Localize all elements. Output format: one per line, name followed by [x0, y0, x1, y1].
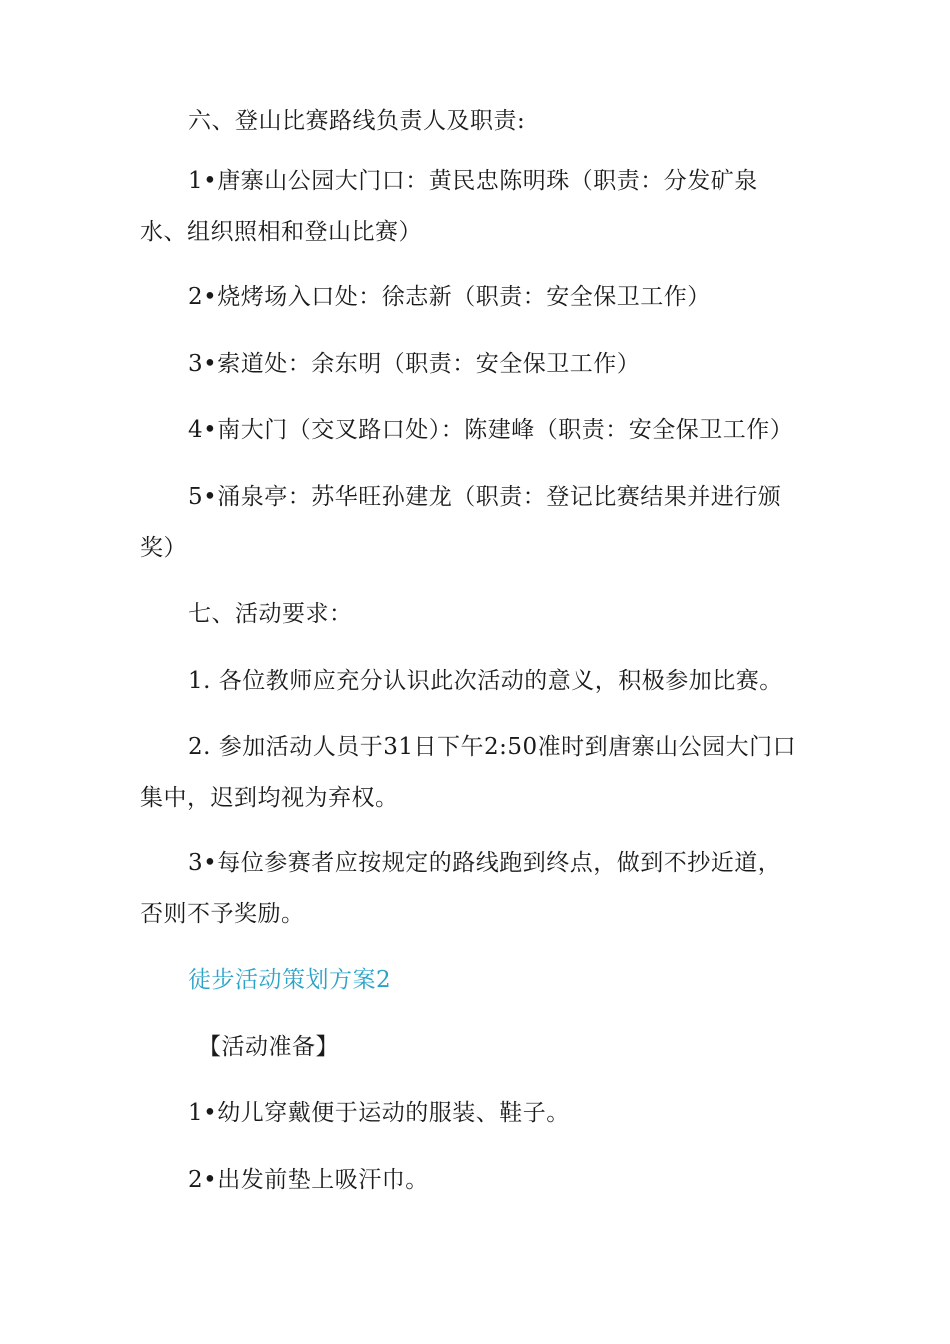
item-1-gate: 1•唐寨山公园大门口：黄民忠陈明珠（职责：分发矿泉水、组织照相和登山比赛）: [140, 168, 758, 245]
section-six-heading: 六、登山比赛路线负责人及职责:: [188, 108, 526, 134]
plan-2-title[interactable]: 徒步活动策划方案2: [188, 967, 392, 993]
req-1: 1. 各位教师应充分认识此次活动的意义，积极参加比赛。: [188, 668, 783, 694]
prep-heading: 【活动准备】: [198, 1034, 339, 1060]
prep-2: 2•出发前垫上吸汗巾。: [188, 1167, 429, 1193]
item-3-cableway: 3•索道处：余东明（职责：安全保卫工作）: [188, 351, 641, 377]
req-2: 2. 参加活动人员于31日下午2:50准时到唐寨山公园大门口集中，迟到均视为弃权。: [140, 734, 797, 811]
item-2-bbq: 2•烧烤场入口处：徐志新（职责：安全保卫工作）: [188, 284, 711, 310]
section-seven-heading: 七、活动要求：: [188, 601, 353, 627]
req-3: 3•每位参赛者应按规定的路线跑到终点，做到不抄近道，否则不予奖励。: [140, 850, 782, 927]
prep-1: 1•幼儿穿戴便于运动的服装、鞋子。: [188, 1100, 570, 1126]
item-4-south-gate: 4•南大门（交叉路口处）：陈建峰（职责：安全保卫工作）: [188, 417, 794, 443]
item-5-pavilion: 5•涌泉亭：苏华旺孙建龙（职责：登记比赛结果并进行颁奖）: [140, 484, 782, 561]
